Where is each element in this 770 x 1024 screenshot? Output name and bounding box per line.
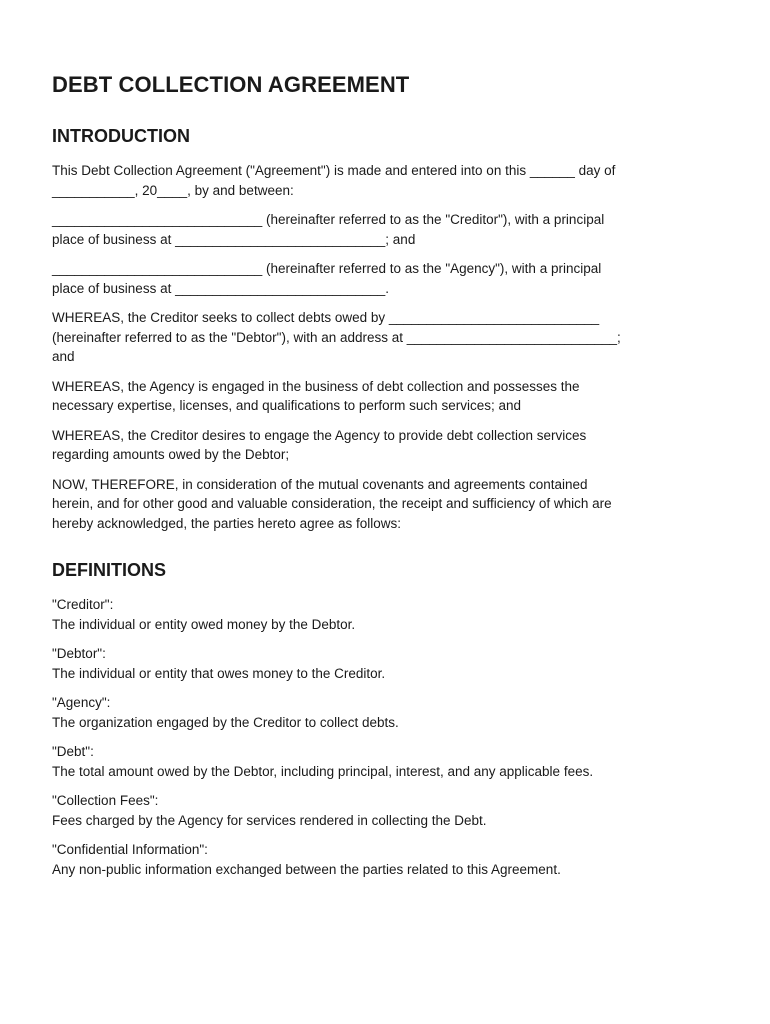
definition-text: The total amount owed by the Debtor, including principal, interest, and any applicable fees. bbox=[52, 763, 594, 779]
definition-term: "Collection Fees": bbox=[52, 793, 159, 808]
definition-item-confidential-information bbox=[52, 840, 710, 879]
whereas-paragraph-debtor: WHEREAS, the Creditor seeks to collect debts owed by ____________________________ (hereinafter referred to as the "Debtor"), with an address at ____________________________; and bbox=[52, 310, 621, 364]
definition-text: The individual or entity owed money by the Debtor. bbox=[52, 616, 356, 632]
intro-paragraph-creditor: ____________________________ (hereinafter referred to as the "Creditor"), with a principal place of business at ____________________________; and bbox=[52, 212, 605, 247]
definition-text: Fees charged by the Agency for services rendered in collecting the Debt. bbox=[52, 812, 487, 828]
introduction-heading: INTRODUCTION bbox=[52, 126, 190, 146]
definition-text: The organization engaged by the Creditor to collect debts. bbox=[52, 714, 399, 730]
definition-term: "Creditor": bbox=[52, 597, 114, 612]
intro-paragraph-agreement-date: This Debt Collection Agreement ("Agreement") is made and entered into on this ______ day of ___________, 20____, by and between: bbox=[52, 163, 616, 198]
whereas-paragraph-agency-business: WHEREAS, the Agency is engaged in the business of debt collection and possesses the necessary expertise, licenses, and qualifications to perform such services; and bbox=[52, 378, 580, 413]
intro-paragraph-agency: ____________________________ (hereinafter referred to as the "Agency"), with a principal place of business at ____________________________. bbox=[52, 261, 602, 296]
definition-term: "Debtor": bbox=[52, 646, 106, 661]
document-title: DEBT COLLECTION AGREEMENT bbox=[52, 72, 410, 97]
introduction-section bbox=[52, 161, 710, 533]
whereas-paragraph-creditor-desire: WHEREAS, the Creditor desires to engage the Agency to provide debt collection services regarding amounts owed by the Debtor; bbox=[52, 427, 587, 462]
definition-term: "Agency": bbox=[52, 695, 111, 710]
definition-item-agency bbox=[52, 693, 710, 732]
definition-term: "Confidential Information": bbox=[52, 842, 208, 857]
definition-text: Any non-public information exchanged between the parties related to this Agreement. bbox=[52, 861, 561, 877]
definition-item-creditor bbox=[52, 595, 710, 634]
definition-item-debt bbox=[52, 742, 710, 781]
definition-item-debtor bbox=[52, 644, 710, 683]
definitions-list bbox=[52, 595, 710, 879]
definitions-heading: DEFINITIONS bbox=[52, 560, 167, 580]
now-therefore-paragraph: NOW, THEREFORE, in consideration of the mutual covenants and agreements contained herein, and for other good and valuable consideration, the receipt and sufficiency of which are hereby acknowledged, the parties hereto agree as follows: bbox=[52, 476, 612, 531]
definition-text: The individual or entity that owes money to the Creditor. bbox=[52, 665, 386, 681]
definition-term: "Debt": bbox=[52, 744, 94, 759]
definition-item-collection-fees bbox=[52, 791, 710, 830]
